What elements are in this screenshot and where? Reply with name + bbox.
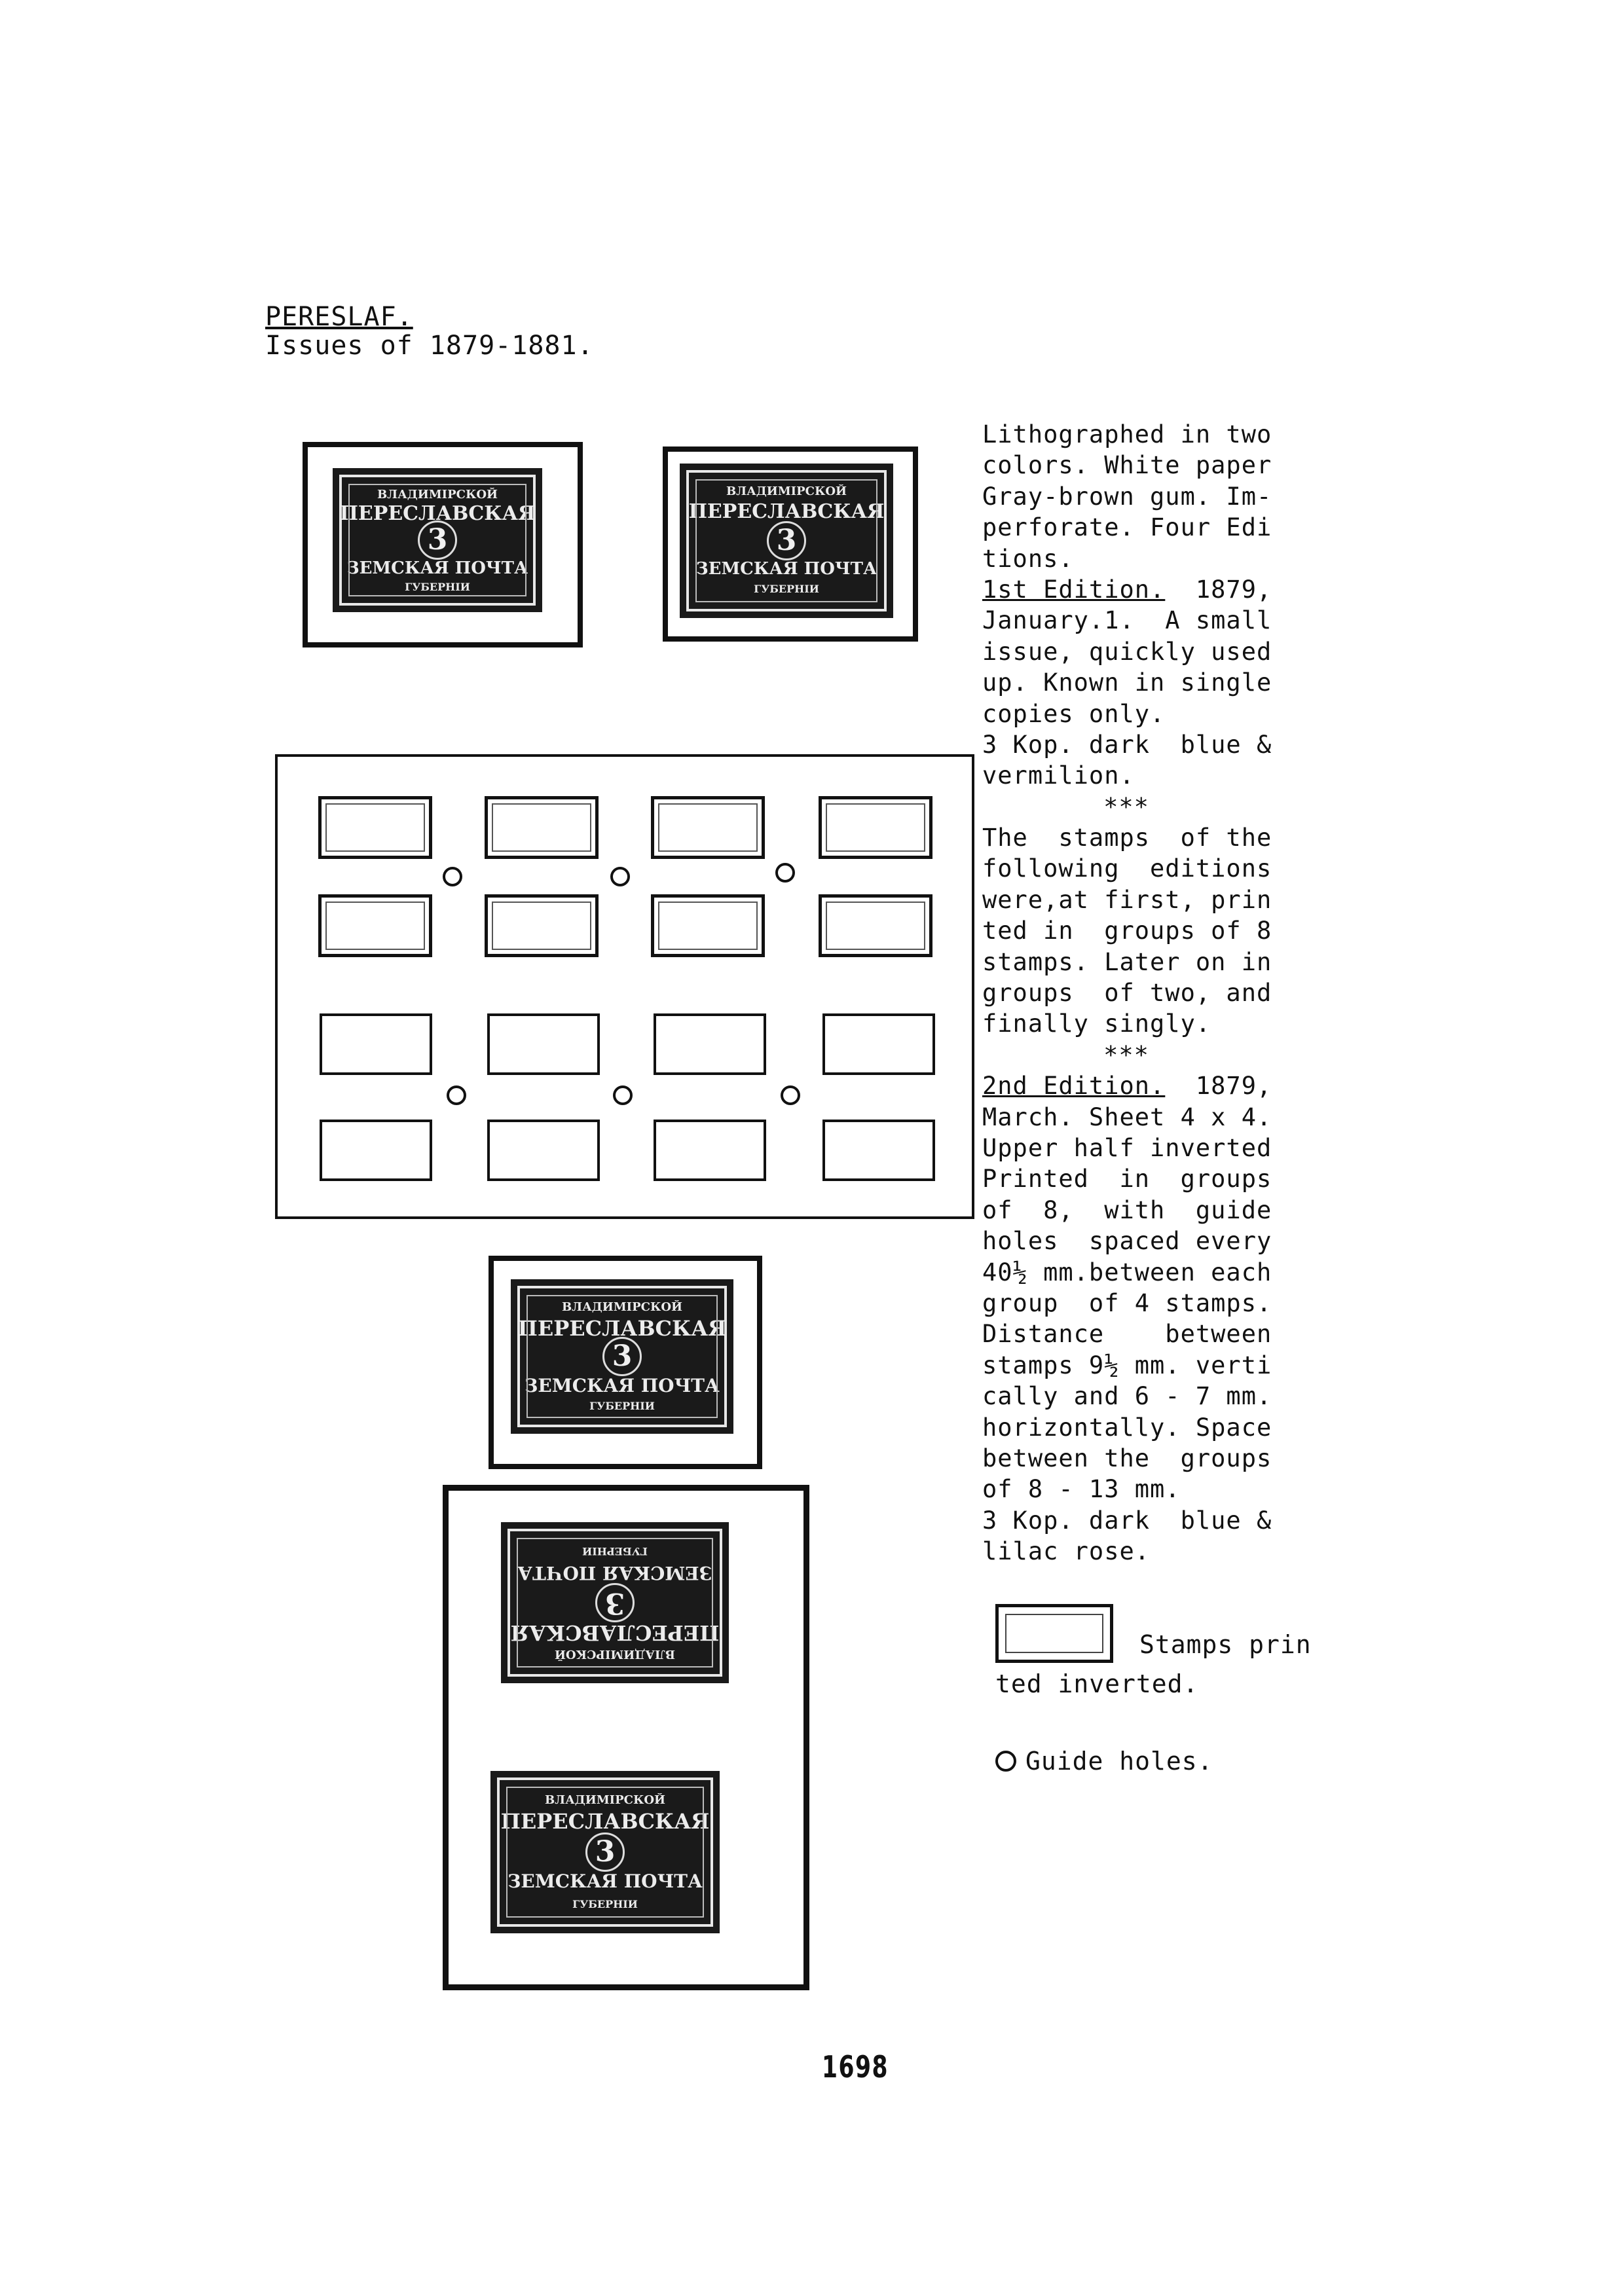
- stamp-text-post: ЗЕМСКАЯ ПОЧТА: [695, 559, 877, 579]
- stamp-text-town: ПЕРЕСЛАВСКАЯ: [500, 1809, 710, 1834]
- stamp-text-top: ВЛАДИМIРСКОЙ: [561, 1300, 683, 1314]
- stamp-text-bottom: ГУБЕРНIИ: [572, 1898, 638, 1910]
- description-line: January.1. A small: [982, 606, 1272, 635]
- description-line: The stamps of the: [982, 824, 1272, 852]
- sheet-cell: [487, 1120, 600, 1181]
- description-line: up. Known in single: [982, 668, 1272, 697]
- sheet-cell-inverted: [651, 894, 765, 957]
- stamp-value: 3: [595, 1583, 635, 1622]
- sheet-layout-diagram: [275, 754, 974, 1219]
- stamp-text-top: ВЛАДИМIРСКОЙ: [544, 1793, 666, 1807]
- stamp-value: 3: [602, 1337, 642, 1376]
- description-line: 3 Kop. dark blue &: [982, 1506, 1272, 1535]
- legend-inverted-box: [995, 1604, 1113, 1663]
- stamp-text-bottom: ГУБЕРНIИ: [405, 581, 470, 593]
- section-subtitle: Issues of 1879-1881.: [265, 331, 594, 361]
- description-line: 1st Edition. 1879,: [982, 575, 1272, 604]
- sheet-cell: [822, 1013, 935, 1075]
- sheet-cell: [320, 1013, 432, 1075]
- heading: [265, 302, 594, 360]
- sheet-cell: [487, 1013, 600, 1075]
- stamp-text-top: ВЛАДИМIРСКОЙ: [726, 484, 847, 498]
- description-line: Gray-brown gum. Im-: [982, 482, 1272, 511]
- description-line: colors. White paper: [982, 451, 1272, 480]
- stamp-frame-3: [489, 1256, 762, 1469]
- stamp-text-top: ВЛАДИМIРСКОЙ: [377, 488, 498, 501]
- description-column: [982, 419, 1349, 1567]
- stamp-text-post: ЗЕМСКАЯ ПОЧТА: [525, 1375, 720, 1396]
- stamp-text-town: ПЕРЕСЛАВСКАЯ: [517, 1316, 727, 1341]
- stamp-text-town: ПЕРЕСЛАВСКАЯ: [510, 1620, 720, 1645]
- stamp-frame-2: [663, 446, 918, 642]
- description-line: stamps. Later on in: [982, 947, 1272, 976]
- guide-hole: [443, 867, 462, 886]
- sheet-cell-inverted: [318, 894, 432, 957]
- description-line: copies only.: [982, 699, 1166, 728]
- description-line: cally and 6 - 7 mm.: [982, 1382, 1272, 1411]
- description-line: of 8, with guide: [982, 1195, 1272, 1224]
- description-line: ***: [1103, 1040, 1149, 1069]
- description-line: Upper half inverted: [982, 1133, 1272, 1162]
- sheet-cell: [654, 1013, 766, 1075]
- stamp-text-post: ЗЕМСКАЯ ПОЧТА: [507, 1870, 703, 1892]
- sheet-cell-inverted: [819, 796, 932, 859]
- description-line: were,at first, prin: [982, 885, 1272, 914]
- stamp-text-bottom: ГУБЕРНIИ: [582, 1545, 648, 1558]
- description-line: group of 4 stamps.: [982, 1288, 1272, 1317]
- stamp-text-town: ПЕРЕСЛАВСКАЯ: [339, 502, 536, 525]
- description-line: 3 Kop. dark blue &: [982, 730, 1272, 759]
- stamp-text-post: ЗЕМСКАЯ ПОЧТА: [346, 558, 528, 578]
- stamp-text-town: ПЕРЕСЛАВСКАЯ: [688, 500, 885, 523]
- sheet-cell-inverted: [485, 796, 599, 859]
- stamp-text-bottom: ГУБЕРНIИ: [754, 583, 819, 595]
- stamp-frame-1: [303, 442, 583, 647]
- page-number: 1698: [822, 2049, 889, 2085]
- sheet-cell: [822, 1120, 935, 1181]
- description-line: Printed in groups: [982, 1165, 1272, 1194]
- description-line: finally singly.: [982, 1010, 1211, 1038]
- legend-holes-label: Guide holes.: [1025, 1747, 1213, 1776]
- description-line: 40½ mm.between each: [982, 1258, 1272, 1286]
- stamp-value: 3: [767, 521, 806, 560]
- description-line: tions.: [982, 544, 1074, 573]
- description-line: of 8 - 13 mm.: [982, 1475, 1181, 1504]
- description-line: issue, quickly used: [982, 637, 1272, 666]
- legend-inverted-label-cont: ted inverted.: [995, 1669, 1199, 1698]
- guide-hole: [775, 863, 795, 883]
- stamp-image-3: [511, 1279, 733, 1434]
- stamp-text-bottom: ГУБЕРНIИ: [589, 1400, 655, 1412]
- stamp-text-post: ЗЕМСКАЯ ПОЧТА: [517, 1562, 712, 1584]
- description-line: following editions: [982, 854, 1272, 883]
- sheet-cell: [320, 1120, 432, 1181]
- guide-hole: [610, 867, 630, 886]
- description-line: Distance between: [982, 1320, 1272, 1349]
- description-line: stamps 9½ mm. verti: [982, 1351, 1272, 1379]
- legend-inverted-label: Stamps prin: [1139, 1630, 1312, 1659]
- description-line: groups of two, and: [982, 979, 1272, 1008]
- guide-hole: [447, 1085, 466, 1105]
- description-line: ted in groups of 8: [982, 917, 1272, 945]
- guide-hole-icon: [995, 1751, 1016, 1772]
- sheet-cell-inverted: [819, 894, 932, 957]
- description-line: horizontally. Space: [982, 1413, 1272, 1442]
- description-line: perforate. Four Edi: [982, 513, 1272, 542]
- section-title: PERESLAF.: [265, 302, 413, 332]
- guide-hole: [613, 1085, 633, 1105]
- stamp-text-top: ВЛАДИМIРСКОЙ: [554, 1647, 676, 1661]
- sheet-cell-inverted: [651, 796, 765, 859]
- stamp-value: 3: [585, 1832, 625, 1872]
- sheet-cell-inverted: [485, 894, 599, 957]
- description-line: lilac rose.: [982, 1537, 1151, 1566]
- stamp-image-inverted: [501, 1522, 729, 1683]
- stamp-image-1: [333, 468, 542, 612]
- guide-hole: [781, 1085, 800, 1105]
- stamp-image-2: [680, 464, 893, 618]
- description-line: 2nd Edition. 1879,: [982, 1072, 1272, 1101]
- stamp-value: 3: [418, 520, 457, 560]
- legend-holes: [995, 1747, 1213, 1776]
- description-line: holes spaced every: [982, 1227, 1272, 1256]
- sheet-cell: [654, 1120, 766, 1181]
- stamp-pair-frame: [443, 1485, 809, 1990]
- description-line: March. Sheet 4 x 4.: [982, 1102, 1272, 1131]
- description-line: between the groups: [982, 1444, 1272, 1472]
- stamp-image-upright: [490, 1771, 720, 1933]
- description-line: Lithographed in two: [982, 420, 1272, 448]
- description-line: vermilion.: [982, 761, 1135, 790]
- description-line: ***: [1103, 792, 1149, 821]
- sheet-cell-inverted: [318, 796, 432, 859]
